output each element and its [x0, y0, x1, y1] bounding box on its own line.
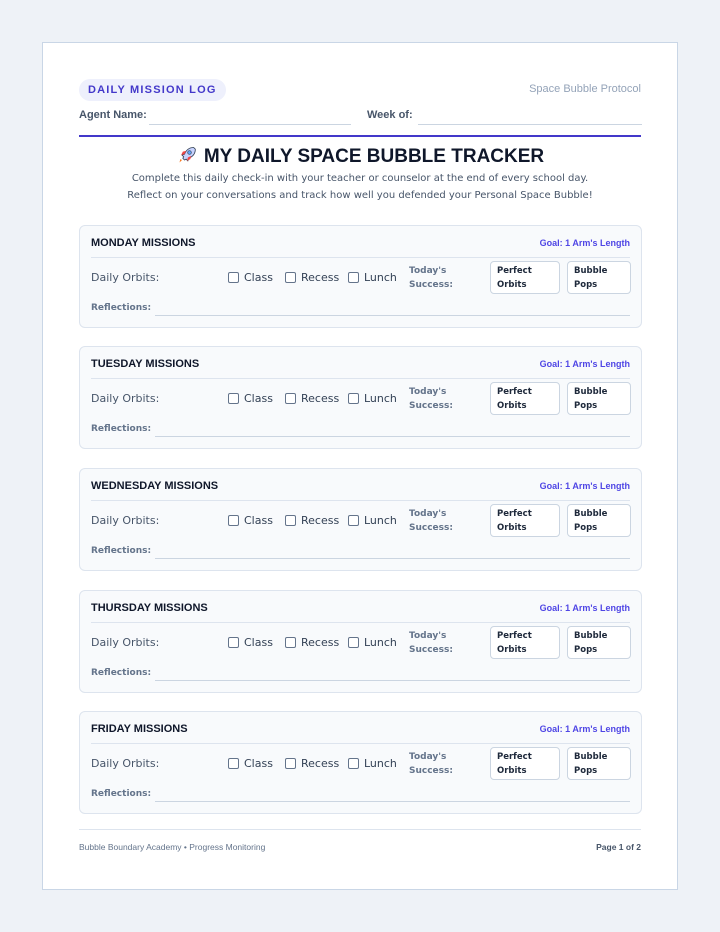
lunch-checkbox-label: Lunch	[364, 271, 397, 284]
checkbox-box[interactable]	[228, 272, 239, 283]
agent-name-field[interactable]	[149, 124, 351, 125]
class-checkbox-label: Class	[244, 514, 273, 527]
protocol-label: Space Bubble Protocol	[529, 83, 641, 95]
day-goal: Goal: 1 Arm's Length	[539, 238, 630, 248]
class-checkbox[interactable]	[228, 271, 273, 284]
checkbox-box[interactable]	[228, 758, 239, 769]
daily-orbits-label: Daily Orbits:	[91, 636, 160, 649]
day-title: FRIDAY MISSIONS	[91, 723, 188, 735]
day-card-4	[79, 590, 642, 693]
perfect-orbits-box[interactable]: Perfect Orbits	[490, 504, 560, 537]
day-goal: Goal: 1 Arm's Length	[539, 603, 630, 613]
recess-checkbox[interactable]	[285, 514, 339, 527]
todays-success-label: Today's Success:	[409, 752, 453, 776]
reflections-field[interactable]	[155, 801, 630, 802]
class-checkbox-label: Class	[244, 392, 273, 405]
footer-academy: Bubble Boundary Academy • Progress Monitoring	[79, 842, 266, 852]
todays-success-label: Today's Success:	[409, 509, 453, 533]
recess-checkbox[interactable]	[285, 757, 339, 770]
class-checkbox-label: Class	[244, 271, 273, 284]
checkbox-box[interactable]	[285, 515, 296, 526]
lunch-checkbox[interactable]	[348, 514, 397, 527]
perfect-orbits-box[interactable]: Perfect Orbits	[490, 626, 560, 659]
reflections-label: Reflections:	[91, 303, 152, 313]
checkbox-box[interactable]	[285, 637, 296, 648]
card-divider	[91, 257, 630, 258]
todays-success-label: Today's Success:	[409, 387, 453, 411]
card-divider	[91, 743, 630, 744]
footer-page-number: Page 1 of 2	[596, 842, 641, 852]
daily-orbits-label: Daily Orbits:	[91, 757, 160, 770]
day-card-5	[79, 711, 642, 814]
todays-success-label: Today's Success:	[409, 266, 453, 290]
recess-checkbox[interactable]	[285, 392, 339, 405]
recess-checkbox-label: Recess	[301, 271, 340, 284]
card-divider	[91, 378, 630, 379]
perfect-orbits-box[interactable]: Perfect Orbits	[490, 747, 560, 780]
recess-checkbox[interactable]	[285, 271, 339, 284]
checkbox-box[interactable]	[348, 637, 359, 648]
class-checkbox[interactable]	[228, 636, 273, 649]
instructions-text: Complete this daily check-in with your teacher or counselor at the end of every school day. Reflect on your conversations and track how well you defended your Personal Space Bubble!	[127, 173, 593, 201]
lunch-checkbox-label: Lunch	[364, 757, 397, 770]
reflections-label: Reflections:	[91, 789, 152, 799]
reflections-field[interactable]	[155, 680, 630, 681]
checkbox-box[interactable]	[228, 515, 239, 526]
week-of-label: Week of:	[367, 109, 413, 121]
footer-divider	[79, 829, 641, 830]
day-title: THURSDAY MISSIONS	[91, 602, 208, 614]
week-of-field[interactable]	[418, 124, 642, 125]
bubble-pops-box[interactable]: Bubble Pops	[567, 626, 631, 659]
checkbox-box[interactable]	[348, 393, 359, 404]
lunch-checkbox[interactable]	[348, 757, 397, 770]
todays-success-label: Today's Success:	[409, 631, 453, 655]
class-checkbox[interactable]	[228, 757, 273, 770]
lunch-checkbox[interactable]	[348, 636, 397, 649]
page-title	[43, 145, 677, 168]
lunch-checkbox-label: Lunch	[364, 514, 397, 527]
agent-name-label: Agent Name:	[79, 109, 147, 121]
reflections-label: Reflections:	[91, 668, 152, 678]
day-card-2	[79, 346, 642, 449]
recess-checkbox[interactable]	[285, 636, 339, 649]
lunch-checkbox-label: Lunch	[364, 392, 397, 405]
card-divider	[91, 500, 630, 501]
bubble-pops-box[interactable]: Bubble Pops	[567, 261, 631, 294]
rocket-icon	[176, 145, 198, 165]
header-divider	[79, 135, 641, 137]
checkbox-box[interactable]	[348, 758, 359, 769]
mission-log-badge: DAILY MISSION LOG	[79, 79, 226, 101]
recess-checkbox-label: Recess	[301, 514, 340, 527]
reflections-label: Reflections:	[91, 424, 152, 434]
day-card-3	[79, 468, 642, 571]
reflections-field[interactable]	[155, 436, 630, 437]
checkbox-box[interactable]	[348, 515, 359, 526]
class-checkbox-label: Class	[244, 636, 273, 649]
reflections-field[interactable]	[155, 315, 630, 316]
perfect-orbits-box[interactable]: Perfect Orbits	[490, 382, 560, 415]
class-checkbox[interactable]	[228, 514, 273, 527]
daily-orbits-label: Daily Orbits:	[91, 392, 160, 405]
recess-checkbox-label: Recess	[301, 636, 340, 649]
recess-checkbox-label: Recess	[301, 392, 340, 405]
reflections-label: Reflections:	[91, 546, 152, 556]
day-title: MONDAY MISSIONS	[91, 237, 196, 249]
day-goal: Goal: 1 Arm's Length	[539, 359, 630, 369]
lunch-checkbox[interactable]	[348, 271, 397, 284]
card-divider	[91, 622, 630, 623]
bubble-pops-box[interactable]: Bubble Pops	[567, 382, 631, 415]
day-title: TUESDAY MISSIONS	[91, 358, 200, 370]
checkbox-box[interactable]	[228, 637, 239, 648]
checkbox-box[interactable]	[228, 393, 239, 404]
worksheet-page	[42, 42, 678, 890]
bubble-pops-box[interactable]: Bubble Pops	[567, 747, 631, 780]
day-title: WEDNESDAY MISSIONS	[91, 480, 219, 492]
day-goal: Goal: 1 Arm's Length	[539, 481, 630, 491]
day-goal: Goal: 1 Arm's Length	[539, 724, 630, 734]
reflections-field[interactable]	[155, 558, 630, 559]
daily-orbits-label: Daily Orbits:	[91, 514, 160, 527]
perfect-orbits-box[interactable]: Perfect Orbits	[490, 261, 560, 294]
class-checkbox[interactable]	[228, 392, 273, 405]
class-checkbox-label: Class	[244, 757, 273, 770]
bubble-pops-box[interactable]: Bubble Pops	[567, 504, 631, 537]
daily-orbits-label: Daily Orbits:	[91, 271, 160, 284]
day-card-1	[79, 225, 642, 328]
checkbox-box[interactable]	[285, 393, 296, 404]
lunch-checkbox[interactable]	[348, 392, 397, 405]
lunch-checkbox-label: Lunch	[364, 636, 397, 649]
page-title-text: MY DAILY SPACE BUBBLE TRACKER	[203, 146, 545, 167]
checkbox-box[interactable]	[285, 758, 296, 769]
checkbox-box[interactable]	[285, 272, 296, 283]
checkbox-box[interactable]	[348, 272, 359, 283]
recess-checkbox-label: Recess	[301, 757, 340, 770]
